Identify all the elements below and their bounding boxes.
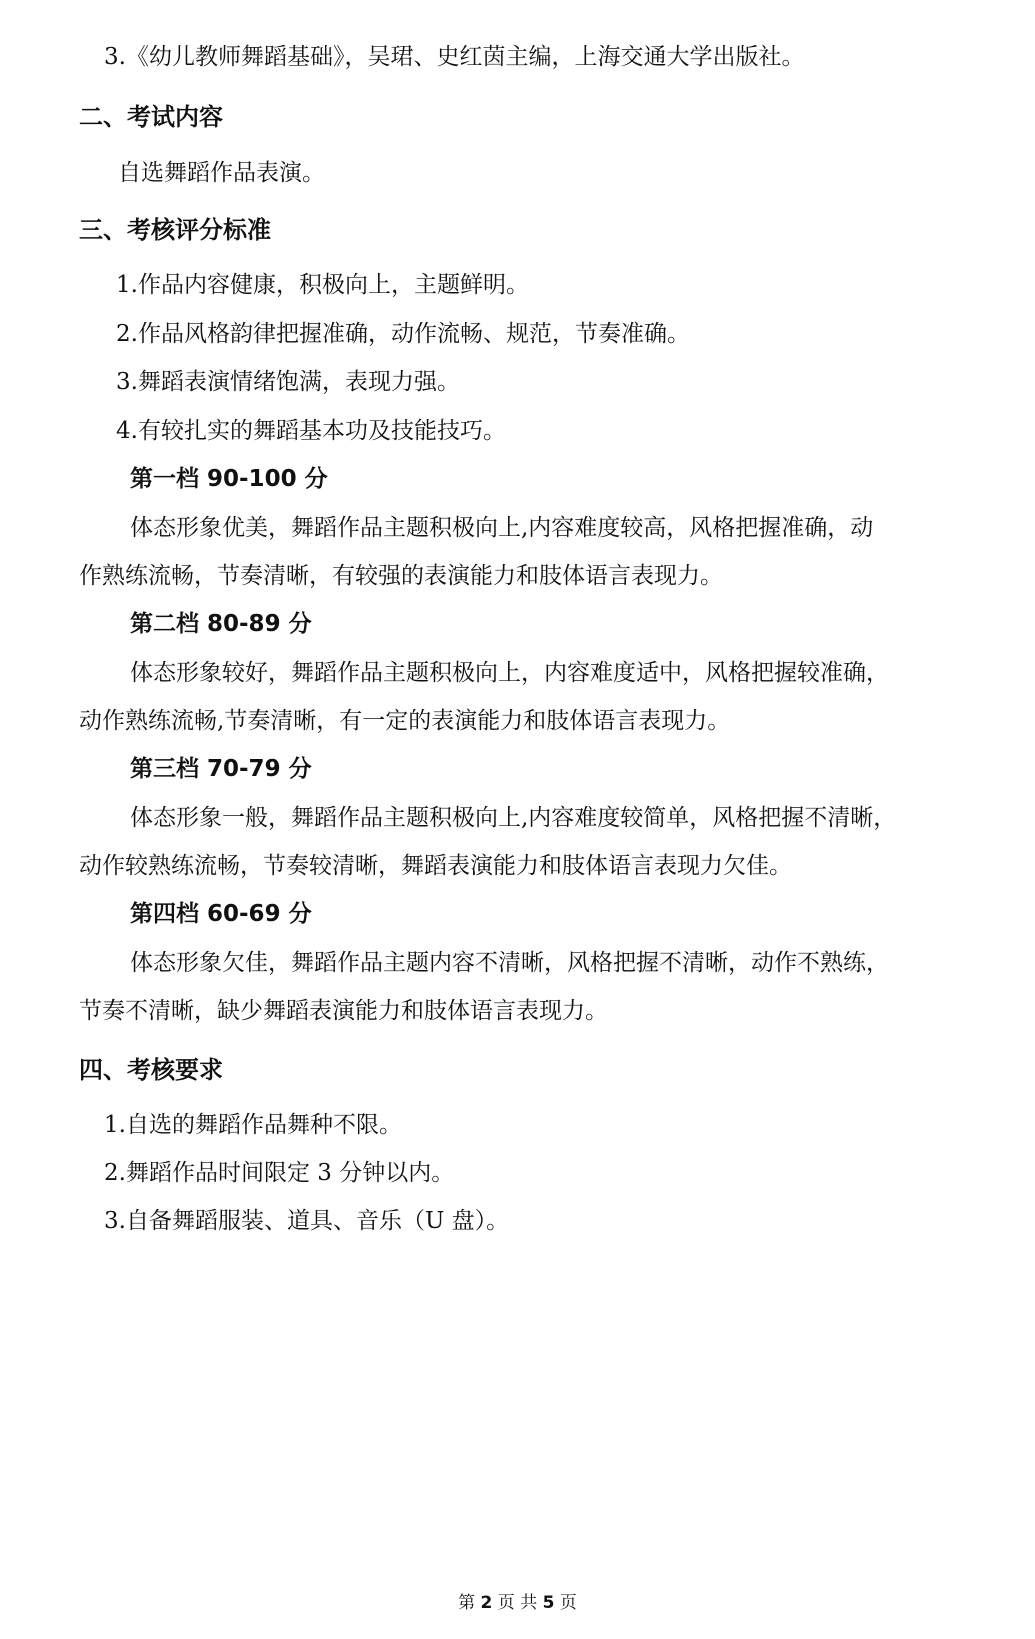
reference-item-3: 3.《幼儿教师舞蹈基础》，吴珺、史红茵主编，上海交通大学出版社。 (104, 44, 805, 70)
tier-2-line-1: 体态形象较好，舞蹈作品主题积极向上，内容难度适中，风格把握较准确， (130, 660, 889, 686)
footer-total-pages: 5 (542, 1593, 555, 1613)
criteria-item-2: 2.作品风格韵律把握准确，动作流畅、规范，节奏准确。 (116, 321, 690, 347)
tier-2-title: 第二档 80-89 分 (130, 611, 312, 637)
tier-4-title: 第四档 60-69 分 (130, 901, 312, 927)
footer-prefix: 第 (458, 1593, 476, 1613)
footer-middle: 页 共 (497, 1593, 538, 1613)
requirement-item-1: 1.自选的舞蹈作品舞种不限。 (104, 1112, 402, 1138)
tier-2-line-2: 动作熟练流畅,节奏清晰，有一定的表演能力和肢体语言表现力。 (79, 708, 731, 734)
tier-1-line-1: 体态形象优美，舞蹈作品主题积极向上,内容难度较高，风格把握准确，动 (130, 515, 874, 541)
tier-3-line-1: 体态形象一般，舞蹈作品主题积极向上,内容难度较简单，风格把握不清晰， (130, 805, 897, 831)
criteria-item-1: 1.作品内容健康，积极向上，主题鲜明。 (116, 272, 529, 298)
criteria-item-4: 4.有较扎实的舞蹈基本功及技能技巧。 (116, 418, 506, 444)
section-4-heading: 四、考核要求 (79, 1056, 223, 1084)
tier-1-title: 第一档 90-100 分 (130, 466, 328, 492)
tier-4-line-1: 体态形象欠佳，舞蹈作品主题内容不清晰，风格把握不清晰，动作不熟练， (130, 950, 889, 976)
page-footer (0, 1592, 1035, 1614)
section-2-heading: 二、考试内容 (79, 103, 223, 131)
section-2-body: 自选舞蹈作品表演。 (118, 160, 325, 186)
section-3-heading: 三、考核评分标准 (79, 216, 271, 244)
requirement-item-2: 2.舞蹈作品时间限定 3 分钟以内。 (104, 1160, 455, 1186)
tier-1-line-2: 作熟练流畅，节奏清晰，有较强的表演能力和肢体语言表现力。 (79, 563, 723, 589)
tier-4-line-2: 节奏不清晰，缺少舞蹈表演能力和肢体语言表现力。 (79, 998, 608, 1024)
footer-suffix: 页 (559, 1593, 577, 1613)
requirement-item-3: 3.自备舞蹈服装、道具、音乐（U 盘）。 (104, 1208, 510, 1234)
criteria-item-3: 3.舞蹈表演情绪饱满，表现力强。 (116, 369, 460, 395)
tier-3-title: 第三档 70-79 分 (130, 756, 312, 782)
footer-page-number: 2 (480, 1593, 493, 1613)
tier-3-line-2: 动作较熟练流畅，节奏较清晰，舞蹈表演能力和肢体语言表现力欠佳。 (79, 853, 792, 879)
